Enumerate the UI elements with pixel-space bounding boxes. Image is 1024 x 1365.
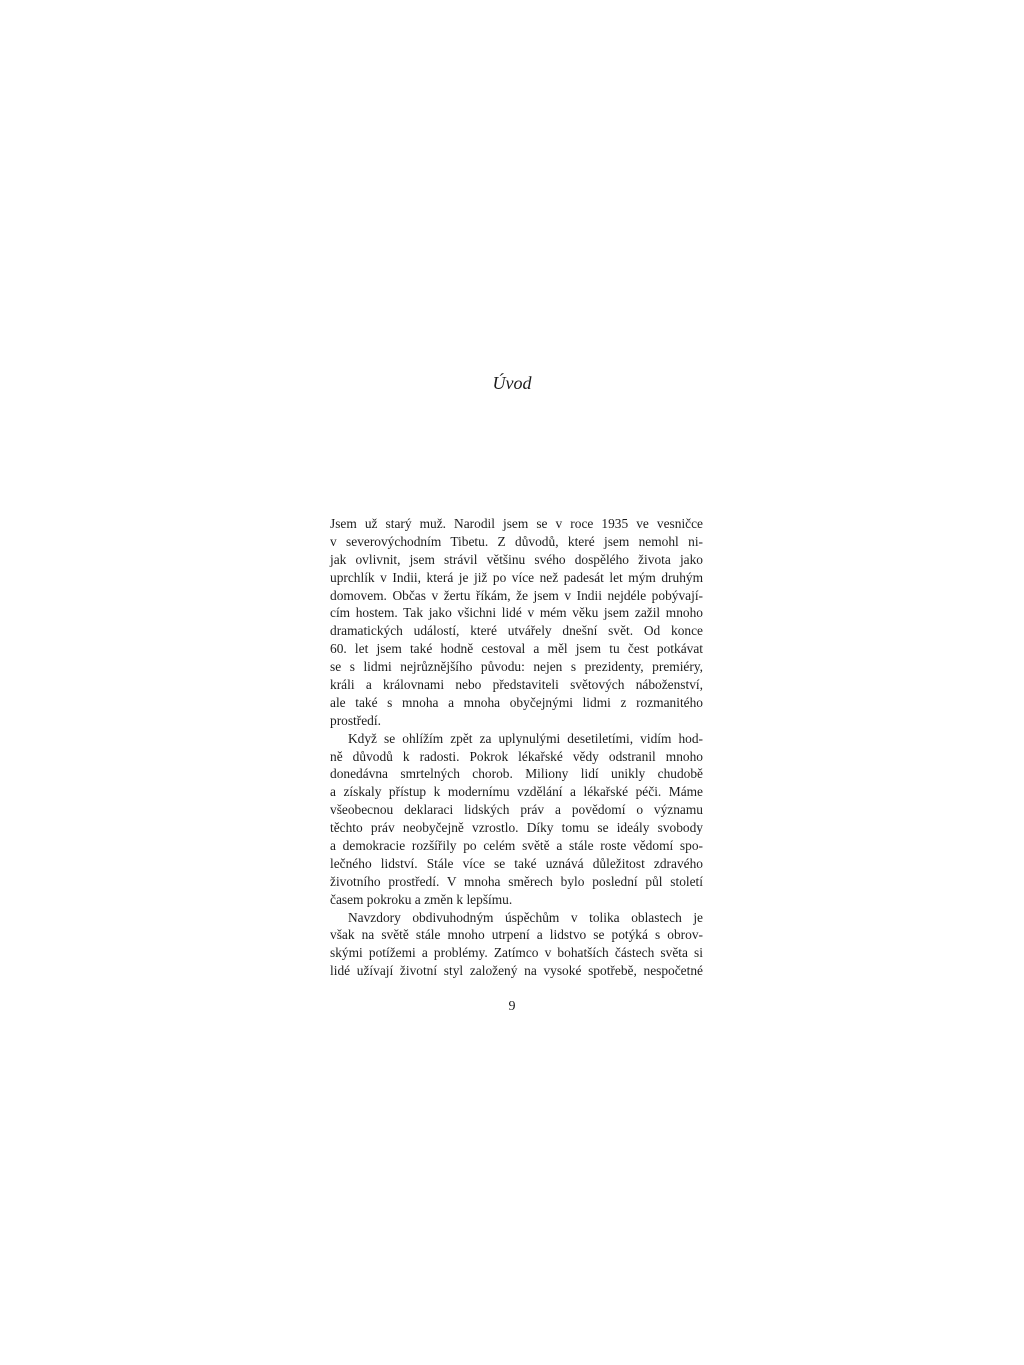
text-line: uprchlík v Indii, která je již po více než padesát let mým druhým <box>330 569 703 585</box>
text-line: donedávna smrtelných chorob. Miliony lidí unikly chudobě <box>330 766 703 782</box>
text-line: a získaly přístup k modernímu vzdělání a lékařské péči. Máme <box>330 784 703 800</box>
page-number: 9 <box>508 999 516 1014</box>
text-line: časem pokroku a změn k lepšímu. <box>330 891 513 907</box>
text-line: dramatických událostí, které utvářely dnešní svět. Od konce <box>330 623 703 639</box>
text-line: 60. let jsem také hodně cestoval a měl jsem tu čest potkávat <box>330 641 703 657</box>
text-line: cím hostem. Tak jako všichni lidé v mém věku jsem zažil mnoho <box>330 605 703 621</box>
text-line: těchto práv neobyčejně vzrostlo. Díky tomu se ideály svobody <box>330 820 703 836</box>
paragraph-3 <box>330 909 703 981</box>
text-line: životního prostředí. V mnoha směrech bylo poslední půl století <box>330 873 703 889</box>
paragraph-1 <box>330 515 703 730</box>
text-line: a demokracie rozšířily po celém světě a stále roste vědomí spo- <box>330 838 703 854</box>
body-text <box>330 515 703 980</box>
text-line: však na světě stále mnoho utrpení a lidstvo se potýká s obrov- <box>330 927 703 943</box>
paragraph-2 <box>330 730 703 909</box>
text-line: v severovýchodním Tibetu. Z důvodů, které jsem nemohl ni- <box>330 533 703 549</box>
text-line: skými potížemi a problémy. Zatímco v bohatších částech světa si <box>330 945 703 961</box>
text-line: králi a královnami nebo představiteli světových náboženství, <box>330 677 703 693</box>
text-line: jak ovlivnit, jsem strávil většinu svého dospělého života jako <box>330 551 703 567</box>
chapter-title: Úvod <box>492 373 532 393</box>
text-line: se s lidmi nejrůznějšího původu: nejen s prezidenty, premiéry, <box>330 659 703 675</box>
text-line: Jsem už starý muž. Narodil jsem se v roce 1935 ve vesničce <box>330 516 703 531</box>
text-line: ně důvodů k radosti. Pokrok lékařské vědy odstranil mnoho <box>330 748 703 764</box>
text-line: prostředí. <box>330 712 381 728</box>
text-line: domovem. Občas v žertu říkám, že jsem v Indii nejdéle pobývají- <box>330 587 703 603</box>
text-line: všeobecnou deklaraci lidských práv a povědomí o významu <box>330 802 703 818</box>
text-line: lidé užívají životní styl založený na vysoké spotřebě, nespočetné <box>330 963 703 979</box>
text-line: ale také s mnoha a mnoha obyčejnými lidmi z rozmanitého <box>330 694 703 710</box>
text-line: Když se ohlížím zpět za uplynulými desetiletími, vidím hod- <box>348 730 703 746</box>
text-line: lečného lidství. Stále více se také uznává důležitost zdravého <box>330 855 703 871</box>
text-line: Navzdory obdivuhodným úspěchům v tolika oblastech je <box>348 909 703 925</box>
